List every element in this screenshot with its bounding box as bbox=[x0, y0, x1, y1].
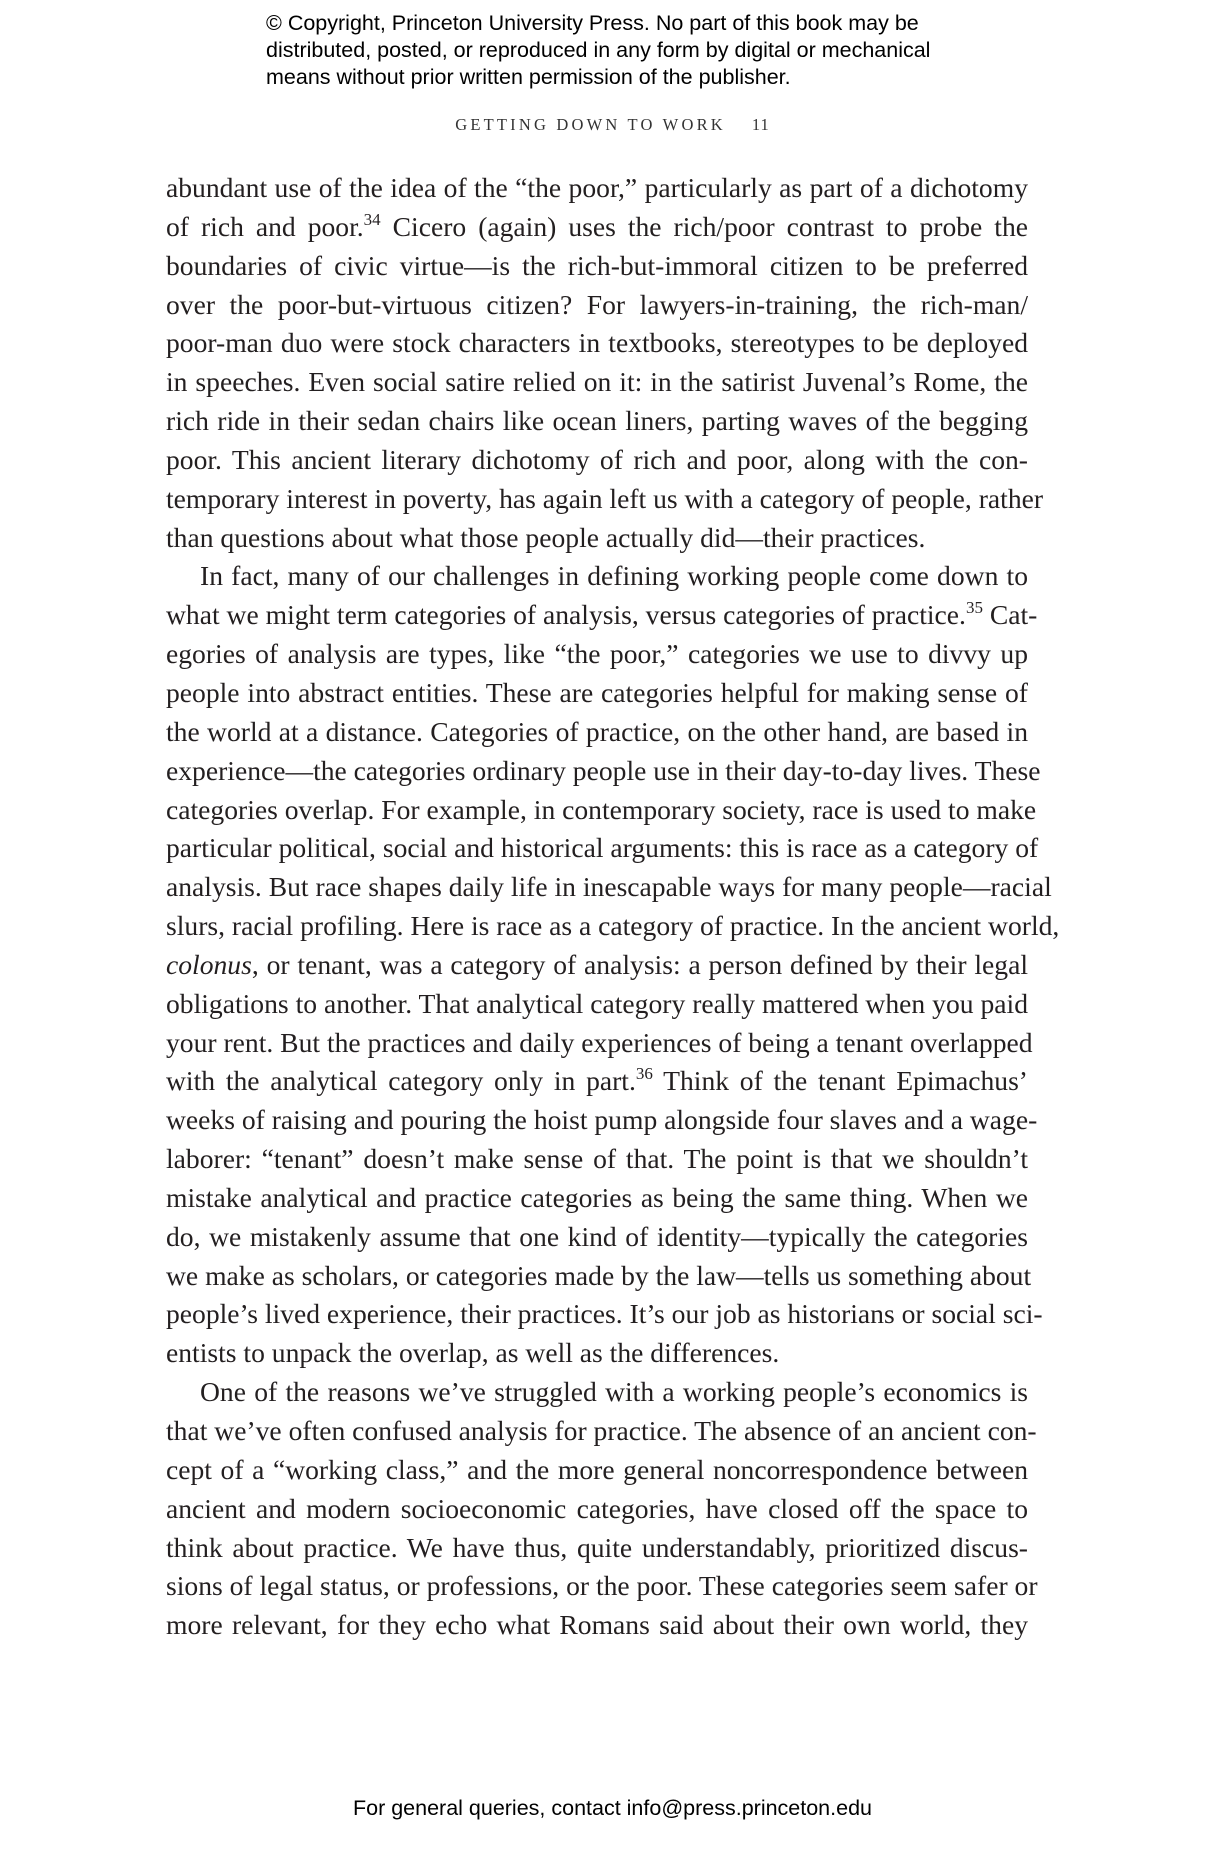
body-text bbox=[166, 169, 1060, 1645]
copyright-line-3: means without prior written permission of the publisher. bbox=[266, 65, 791, 89]
text-line bbox=[166, 169, 1028, 208]
text-run: in speeches. Even social satire relied on it: in the satirist Juvenal’s Rome, the bbox=[166, 366, 1028, 398]
text-run: than questions about what those people actually did—their practices. bbox=[166, 521, 926, 553]
text-line bbox=[166, 1218, 1028, 1257]
text-line bbox=[166, 752, 1041, 791]
text-line bbox=[166, 635, 1028, 674]
text-run: people’s lived experience, their practices. It’s our job as historians or social sci- bbox=[166, 1298, 1043, 1330]
text-run: over the poor-but-virtuous citizen? For lawyers-in-training, the rich-man/ bbox=[166, 288, 1028, 320]
text-run: weeks of raising and pouring the hoist pump alongside four slaves and a wage- bbox=[166, 1104, 1038, 1136]
text-run: Think of the tenant Epimachus’ bbox=[652, 1065, 1028, 1097]
text-run: think about practice. We have thus, quite understandably, prioritized discus- bbox=[166, 1531, 1028, 1563]
text-run: your rent. But the practices and daily experiences of being a tenant overlapped bbox=[166, 1026, 1033, 1058]
text-run: egories of analysis are types, like “the poor,” categories we use to divvy up bbox=[166, 638, 1028, 670]
text-line bbox=[166, 1567, 1038, 1606]
text-line bbox=[166, 363, 1028, 402]
text-run: particular political, social and historical arguments: this is race as a category of bbox=[166, 832, 1039, 864]
text-line bbox=[166, 1101, 1038, 1140]
text-run: laborer: “tenant” doesn’t make sense of that. The point is that we shouldn’t bbox=[166, 1143, 1028, 1175]
copyright-notice bbox=[266, 10, 986, 91]
footnote-marker: 35 bbox=[965, 598, 983, 618]
footnote-marker: 36 bbox=[635, 1064, 653, 1084]
text-line bbox=[166, 1295, 1043, 1334]
text-line bbox=[166, 441, 1028, 480]
text-run: In fact, many of our challenges in defining working people come down to bbox=[200, 560, 1028, 592]
paragraph bbox=[166, 557, 1060, 1373]
text-run: poor-man duo were stock characters in textbooks, stereotypes to be deployed bbox=[166, 327, 1028, 359]
text-line bbox=[166, 1412, 1037, 1451]
text-line bbox=[166, 1024, 1033, 1063]
text-run: do, we mistakenly assume that one kind of identity—typically the categories bbox=[166, 1220, 1028, 1252]
text-run: that we’ve often confused analysis for practice. The absence of an ancient con- bbox=[166, 1415, 1037, 1446]
text-run: Cicero (again) uses the rich/poor contrast to probe the bbox=[380, 210, 1028, 242]
text-run: slurs, racial profiling. Here is race as a category of practice. In the ancient world, bbox=[166, 910, 1060, 942]
text-run: of rich and poor. bbox=[166, 210, 364, 242]
text-line bbox=[166, 324, 1028, 363]
text-line bbox=[166, 791, 1037, 830]
text-line bbox=[166, 946, 1028, 985]
text-line bbox=[166, 286, 1028, 325]
text-line bbox=[166, 713, 1028, 752]
text-line bbox=[166, 1140, 1028, 1179]
text-run: with the analytical category only in part. bbox=[166, 1065, 636, 1097]
text-run: we make as scholars, or categories made by the law—tells us something about bbox=[166, 1259, 1032, 1291]
text-line bbox=[166, 985, 1028, 1024]
text-run: abundant use of the idea of the “the poor,” particularly as part of a dichotomy bbox=[166, 172, 1028, 203]
text-line bbox=[166, 868, 1052, 907]
text-run: entists to unpack the overlap, as well as the differences. bbox=[166, 1337, 780, 1369]
text-line bbox=[166, 480, 1044, 519]
text-run: rich ride in their sedan chairs like ocean liners, parting waves of the begging bbox=[166, 405, 1028, 437]
text-run: more relevant, for they echo what Romans said about their own world, they bbox=[166, 1609, 1028, 1641]
copyright-line-1: © Copyright, Princeton University Press. No part of this book may be bbox=[266, 11, 919, 35]
text-run: obligations to another. That analytical category really mattered when you paid bbox=[166, 987, 1028, 1019]
text-line bbox=[166, 1451, 1028, 1490]
text-run: mistake analytical and practice categories as being the same thing. When we bbox=[166, 1181, 1028, 1213]
text-run: temporary interest in poverty, has again left us with a category of people, rather bbox=[166, 482, 1044, 514]
text-line bbox=[166, 1606, 1028, 1645]
text-run: categories overlap. For example, in contemporary society, race is used to make bbox=[166, 793, 1037, 825]
text-run: experience—the categories ordinary people use in their day-to-day lives. These bbox=[166, 754, 1041, 786]
text-run: boundaries of civic virtue—is the rich-but-immoral citizen to be preferred bbox=[166, 249, 1028, 281]
text-run: poor. This ancient literary dichotomy of rich and poor, along with the con- bbox=[166, 443, 1028, 475]
text-line bbox=[166, 557, 1028, 596]
text-run: what we might term categories of analysis, versus categories of practice. bbox=[166, 599, 966, 631]
text-run: , or tenant, was a category of analysis: a person defined by their legal bbox=[251, 948, 1028, 980]
copyright-line-2: distributed, posted, or reproduced in any form by digital or mechanical bbox=[266, 38, 931, 62]
paragraph bbox=[166, 169, 1044, 557]
footer-contact: For general queries, contact info@press.princeton.edu bbox=[352, 1796, 872, 1820]
text-line bbox=[166, 674, 1028, 713]
text-run: cept of a “working class,” and the more general noncorrespondence between bbox=[166, 1453, 1028, 1485]
italic-term: colonus bbox=[166, 948, 252, 980]
text-line bbox=[166, 1334, 1028, 1373]
text-run: the world at a distance. Categories of practice, on the other hand, are based in bbox=[166, 715, 1028, 747]
text-run: Cat- bbox=[982, 599, 1038, 631]
text-run: analysis. But race shapes daily life in inescapable ways for many people—racial bbox=[166, 871, 1052, 903]
text-run: sions of legal status, or professions, or the poor. These categories seem safer or bbox=[166, 1570, 1038, 1602]
text-run: One of the reasons we’ve struggled with a working people’s economics is bbox=[200, 1376, 1028, 1408]
text-line bbox=[166, 829, 1039, 868]
text-line bbox=[166, 1373, 1028, 1412]
text-run: people into abstract entities. These are categories helpful for making sense of bbox=[166, 676, 1028, 708]
text-line bbox=[166, 1062, 1028, 1101]
text-line bbox=[166, 402, 1028, 441]
text-line bbox=[166, 1529, 1028, 1568]
text-line bbox=[166, 1490, 1028, 1529]
text-line bbox=[166, 519, 1028, 558]
page-number: 11 bbox=[751, 115, 770, 134]
footnote-marker: 34 bbox=[363, 209, 381, 229]
text-line bbox=[166, 596, 1038, 635]
text-run: ancient and modern socioeconomic categories, have closed off the space to bbox=[166, 1492, 1028, 1524]
text-line bbox=[166, 1257, 1032, 1296]
running-head-title: GETTING DOWN TO WORK bbox=[455, 115, 726, 134]
text-line bbox=[166, 208, 1028, 247]
text-line bbox=[166, 1179, 1028, 1218]
text-line bbox=[166, 247, 1028, 286]
text-line bbox=[166, 907, 1060, 946]
paragraph bbox=[166, 1373, 1038, 1645]
running-head bbox=[0, 115, 1225, 135]
